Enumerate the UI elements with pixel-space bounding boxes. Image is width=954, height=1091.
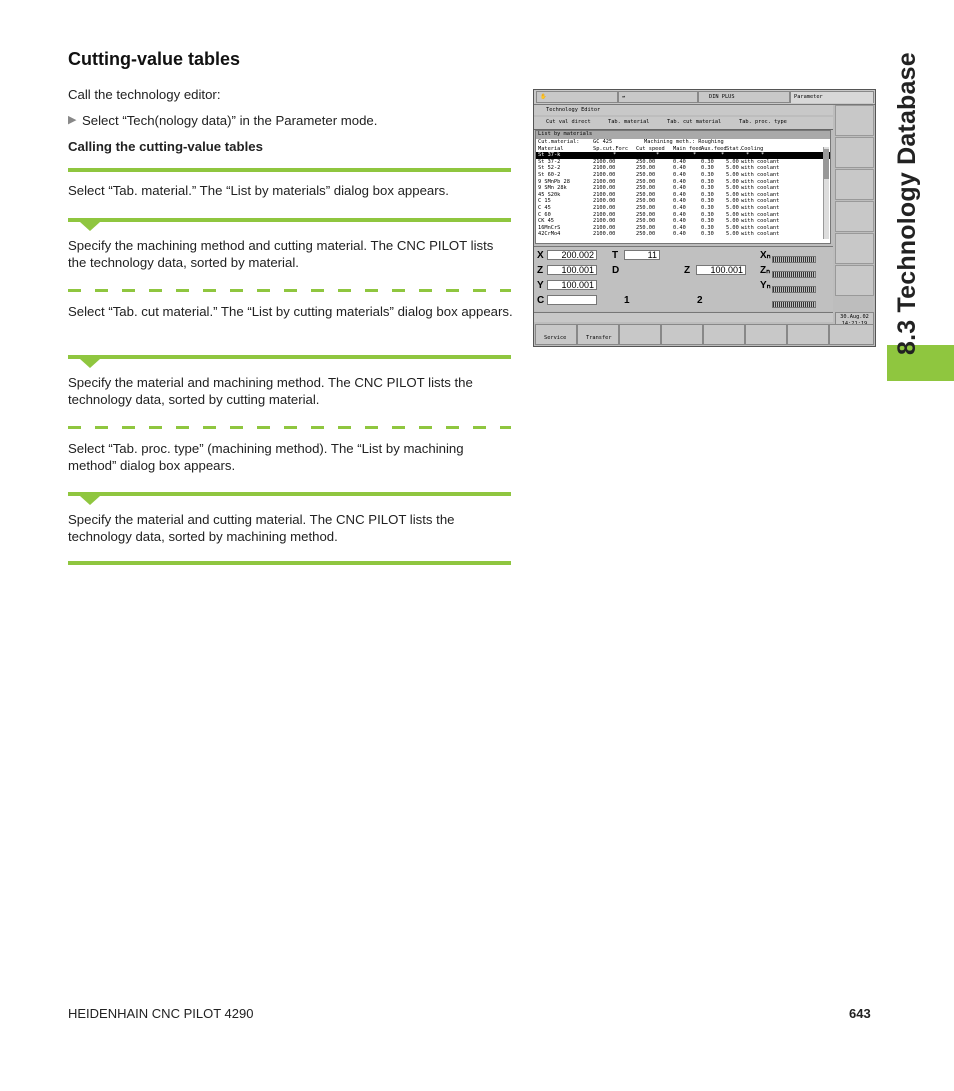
column-header: Cooling bbox=[741, 145, 764, 152]
softkey-empty[interactable] bbox=[703, 324, 745, 345]
tab-material[interactable]: Tab. material bbox=[608, 119, 650, 125]
table-cell: CK 45 bbox=[538, 218, 554, 225]
table-cell: 250.00 bbox=[636, 218, 656, 225]
table-cell: * bbox=[721, 152, 725, 159]
table-cell: 2100.00 bbox=[593, 185, 616, 192]
paragraph-3: Select “Tab. cut material.” The “List by cutting materials” dialog box appears. bbox=[68, 304, 513, 319]
table-cell: 5.00 bbox=[726, 211, 739, 218]
table-cell: 0.30 bbox=[701, 218, 714, 225]
table-cell: 250.00 bbox=[636, 224, 656, 231]
table-cell: with coolant bbox=[741, 171, 780, 178]
paragraph-2: Specify the machining method and cutting material. The CNC PILOT lists the technology data, sorted by material. bbox=[68, 238, 494, 270]
table-cell: 0.40 bbox=[673, 158, 686, 165]
table-cell: 2100.00 bbox=[593, 224, 616, 231]
table-cell: 0.40 bbox=[673, 231, 686, 238]
table-cell: 250.00 bbox=[636, 211, 656, 218]
subheading: Calling the cutting-value tables bbox=[68, 139, 263, 154]
table-cell: 42CrMo4 bbox=[538, 231, 561, 238]
table-cell: 250.00 bbox=[636, 191, 656, 198]
column-header: Material bbox=[538, 145, 564, 152]
machining-method[interactable]: Machining meth.: Roughing bbox=[644, 139, 724, 145]
column-header: Cut speed bbox=[636, 145, 665, 152]
table-row[interactable] bbox=[536, 159, 830, 166]
tool-value: 11 bbox=[624, 250, 660, 260]
table-cell: 2100.00 bbox=[593, 191, 616, 198]
table-cell: 0.40 bbox=[673, 165, 686, 172]
zn-label: Zₙ bbox=[760, 265, 771, 276]
parameter-label: Parameter bbox=[794, 94, 823, 100]
table-cell: 0.30 bbox=[701, 185, 714, 192]
tab-cut-material[interactable]: Tab. cut material bbox=[667, 119, 722, 125]
table-cell: 0.30 bbox=[701, 224, 714, 231]
table-cell: 5.00 bbox=[726, 171, 739, 178]
table-cell: with coolant bbox=[741, 165, 780, 172]
table-cell: 5.00 bbox=[726, 178, 739, 185]
table-cell: 250.00 bbox=[636, 158, 656, 165]
table-cell: 0.30 bbox=[701, 165, 714, 172]
table-cell: 5.00 bbox=[726, 191, 739, 198]
table-cell: 16MnCrS bbox=[538, 224, 561, 231]
table-row[interactable] bbox=[536, 231, 830, 238]
table-cell: 0.30 bbox=[701, 178, 714, 185]
table-cell: St 37-k bbox=[538, 152, 561, 159]
table-cell: with coolant bbox=[741, 158, 780, 165]
editor-tabs bbox=[534, 117, 833, 130]
table-cell: with coolant bbox=[741, 224, 780, 231]
table-row[interactable] bbox=[536, 179, 830, 186]
pointer-triangle-icon bbox=[80, 359, 100, 368]
window-title: Technology Editor bbox=[534, 105, 833, 115]
table-cell: C 45 bbox=[538, 204, 551, 211]
table-cell: 9 SMnPb 28 bbox=[538, 178, 570, 185]
filter-row bbox=[536, 139, 830, 146]
mode-tab-machine[interactable] bbox=[536, 91, 618, 103]
table-cell: 5.00 bbox=[726, 204, 739, 211]
tab-cut-val-direct[interactable]: Cut val direct bbox=[546, 119, 591, 125]
table-cell: with coolant bbox=[741, 185, 780, 192]
date: 30.Aug.02 bbox=[840, 314, 869, 320]
table-cell: 250.00 bbox=[636, 231, 656, 238]
softkey-empty[interactable] bbox=[745, 324, 787, 345]
pointer-triangle-icon bbox=[80, 496, 100, 505]
tab-proc-type[interactable]: Tab. proc. type bbox=[739, 119, 787, 125]
table-cell: 0.30 bbox=[701, 191, 714, 198]
c-axis-value bbox=[547, 295, 597, 305]
list-dialog bbox=[535, 130, 831, 244]
page-number: 643 bbox=[849, 1006, 871, 1021]
z-axis-label: Z bbox=[537, 265, 544, 276]
table-cell: 0.40 bbox=[673, 204, 686, 211]
table-row[interactable] bbox=[536, 218, 830, 225]
table-cell: 250.00 bbox=[636, 185, 656, 192]
table-cell: with coolant bbox=[741, 211, 780, 218]
spindle-2: 2 bbox=[697, 295, 703, 306]
table-cell: 0.30 bbox=[701, 198, 714, 205]
table-cell: * bbox=[761, 152, 765, 159]
table-cell: 0.30 bbox=[701, 158, 714, 165]
side-softkey[interactable] bbox=[835, 105, 874, 136]
table-row[interactable] bbox=[536, 198, 830, 205]
table-cell: 0.40 bbox=[673, 191, 686, 198]
cut-material-label: Cut.material: bbox=[538, 139, 580, 145]
z2-axis-value: 100.001 bbox=[696, 265, 746, 275]
table-cell: 5.00 bbox=[726, 231, 739, 238]
side-softkey[interactable] bbox=[835, 169, 874, 200]
table-cell: 0.40 bbox=[673, 178, 686, 185]
softkey-service[interactable]: Service bbox=[535, 324, 577, 345]
table-cell: 0.40 bbox=[673, 171, 686, 178]
y-axis-value: 100.001 bbox=[547, 280, 597, 290]
table-cell: 0.40 bbox=[673, 218, 686, 225]
table-cell: 2100.00 bbox=[593, 171, 616, 178]
spindle-1: 1 bbox=[624, 295, 630, 306]
table-row[interactable] bbox=[536, 185, 830, 192]
table-cell: 5.00 bbox=[726, 198, 739, 205]
machine-display bbox=[534, 246, 833, 311]
column-headers bbox=[536, 146, 830, 153]
yn-label: Yₙ bbox=[760, 280, 771, 291]
table-cell: with coolant bbox=[741, 218, 780, 225]
side-softkey[interactable] bbox=[835, 265, 874, 296]
arrow-icon: ⇛ bbox=[622, 94, 626, 100]
dashed-divider bbox=[68, 426, 511, 429]
table-cell: St 37-2 bbox=[538, 158, 561, 165]
side-softkey[interactable] bbox=[835, 201, 874, 232]
din-plus-label: DIN PLUS bbox=[709, 94, 735, 100]
table-row[interactable] bbox=[536, 212, 830, 219]
table-cell: * bbox=[746, 152, 750, 159]
table-cell: 250.00 bbox=[636, 198, 656, 205]
table-cell: * bbox=[613, 152, 617, 159]
chapter-title: 8.3 Technology Database bbox=[893, 52, 921, 355]
column-header: Aux.feed bbox=[701, 145, 727, 152]
divider-bar bbox=[68, 218, 511, 222]
status-line bbox=[534, 312, 833, 322]
divider-bar bbox=[68, 355, 511, 359]
cnc-screenshot bbox=[533, 89, 876, 347]
table-cell: St 52-2 bbox=[538, 165, 561, 172]
mode-tab-din-plus[interactable] bbox=[698, 91, 790, 103]
section-heading: Cutting-value tables bbox=[68, 49, 241, 69]
side-softkey[interactable] bbox=[835, 137, 874, 168]
table-cell: 0.30 bbox=[701, 204, 714, 211]
table-cell: 2100.00 bbox=[593, 211, 616, 218]
table-cell: 250.00 bbox=[636, 204, 656, 211]
footer-product: HEIDENHAIN CNC PILOT 4290 bbox=[68, 1006, 254, 1021]
table-cell: St 60-2 bbox=[538, 171, 561, 178]
table-cell: 2100.00 bbox=[593, 218, 616, 225]
table-cell: 5.00 bbox=[726, 165, 739, 172]
table-cell: C 15 bbox=[538, 198, 551, 205]
table-cell: 0.30 bbox=[701, 211, 714, 218]
column-header: Main feed bbox=[673, 145, 702, 152]
table-cell: 250.00 bbox=[636, 178, 656, 185]
c-axis-label: C bbox=[537, 295, 545, 306]
paragraph-4: Specify the material and machining method. The CNC PILOT lists the technology data, sorted by cutting material. bbox=[68, 375, 473, 407]
x-axis-label: X bbox=[537, 250, 544, 261]
table-cell: 2100.00 bbox=[593, 178, 616, 185]
table-cell: 5.00 bbox=[726, 185, 739, 192]
table-cell: with coolant bbox=[741, 231, 780, 238]
table-row[interactable] bbox=[536, 192, 830, 199]
table-row[interactable] bbox=[536, 225, 830, 232]
step-arrow-icon: ▶ bbox=[68, 114, 77, 126]
divider-bar bbox=[68, 561, 511, 565]
table-cell: 0.30 bbox=[701, 231, 714, 238]
paragraph-1: Select “Tab. material.” The “List by materials” dialog box appears. bbox=[68, 183, 449, 198]
softkey-empty[interactable] bbox=[829, 324, 874, 345]
table-cell: * bbox=[693, 152, 697, 159]
table-cell: * bbox=[656, 152, 660, 159]
table-cell: 45 S20k bbox=[538, 191, 561, 198]
paragraph-6: Specify the material and cutting material. The CNC PILOT lists the technology data, sorted by machining method. bbox=[68, 512, 455, 544]
table-row[interactable] bbox=[536, 165, 830, 172]
divider-bar bbox=[68, 492, 511, 496]
table-cell: 2100.00 bbox=[593, 204, 616, 211]
table-cell: 5.00 bbox=[726, 218, 739, 225]
column-header: Stat. bbox=[726, 145, 742, 152]
table-cell: 0.40 bbox=[673, 198, 686, 205]
table-row[interactable] bbox=[536, 205, 830, 212]
table-cell: 5.00 bbox=[726, 158, 739, 165]
intro-text: Call the technology editor: bbox=[68, 87, 221, 102]
hand-icon: ✋ bbox=[540, 94, 547, 100]
scrollbar[interactable] bbox=[823, 147, 829, 239]
mode-bar bbox=[534, 90, 875, 105]
load-gauge bbox=[772, 286, 816, 293]
softkey-transfer[interactable]: Transfer bbox=[577, 324, 619, 345]
softkey-empty[interactable] bbox=[787, 324, 829, 345]
load-gauge bbox=[772, 271, 816, 278]
xn-label: Xₙ bbox=[760, 250, 771, 261]
mode-tab-program[interactable] bbox=[618, 91, 698, 103]
load-gauge bbox=[772, 256, 816, 263]
table-cell: 2100.00 bbox=[593, 231, 616, 238]
dashed-divider bbox=[68, 289, 511, 292]
step-text: Select “Tech(nology data)” in the Parameter mode. bbox=[82, 113, 378, 128]
table-cell: with coolant bbox=[741, 178, 780, 185]
divider-bar bbox=[68, 168, 511, 172]
z2-axis-label: Z bbox=[684, 265, 691, 276]
softkey-empty[interactable] bbox=[619, 324, 661, 345]
side-softkey[interactable] bbox=[835, 233, 874, 264]
table-cell: C 60 bbox=[538, 211, 551, 218]
table-cell: 9 SMn 28k bbox=[538, 185, 567, 192]
d-label: D bbox=[612, 265, 620, 276]
cut-material-value[interactable]: GC 425 bbox=[593, 139, 613, 145]
pointer-triangle-icon bbox=[80, 222, 100, 231]
table-cell: 0.40 bbox=[673, 185, 686, 192]
table-cell: 0.40 bbox=[673, 211, 686, 218]
load-gauge bbox=[772, 301, 816, 308]
list-header: List by materials bbox=[536, 131, 830, 139]
softkey-empty[interactable] bbox=[661, 324, 703, 345]
paragraph-5: Select “Tab. proc. type” (machining method). The “List by machining method” dialog box appears. bbox=[68, 441, 464, 473]
table-cell: 0.30 bbox=[701, 171, 714, 178]
column-header: Sp.cut.Forc bbox=[593, 145, 629, 152]
mode-tab-parameter[interactable] bbox=[790, 91, 874, 103]
table-cell: 2100.00 bbox=[593, 165, 616, 172]
table-row[interactable] bbox=[536, 152, 830, 159]
table-row[interactable] bbox=[536, 172, 830, 179]
table-cell: 250.00 bbox=[636, 171, 656, 178]
table-cell: 2100.00 bbox=[593, 198, 616, 205]
table-cell: 5.00 bbox=[726, 224, 739, 231]
table-cell: with coolant bbox=[741, 198, 780, 205]
table-cell: with coolant bbox=[741, 204, 780, 211]
y-axis-label: Y bbox=[537, 280, 544, 291]
table-cell: 0.40 bbox=[673, 224, 686, 231]
table-cell: with coolant bbox=[741, 191, 780, 198]
scroll-thumb[interactable] bbox=[824, 149, 829, 179]
table-cell: 2100.00 bbox=[593, 158, 616, 165]
table-cell: 250.00 bbox=[636, 165, 656, 172]
tool-label: T bbox=[612, 250, 619, 261]
z-axis-value: 100.001 bbox=[547, 265, 597, 275]
x-axis-value: 200.002 bbox=[547, 250, 597, 260]
